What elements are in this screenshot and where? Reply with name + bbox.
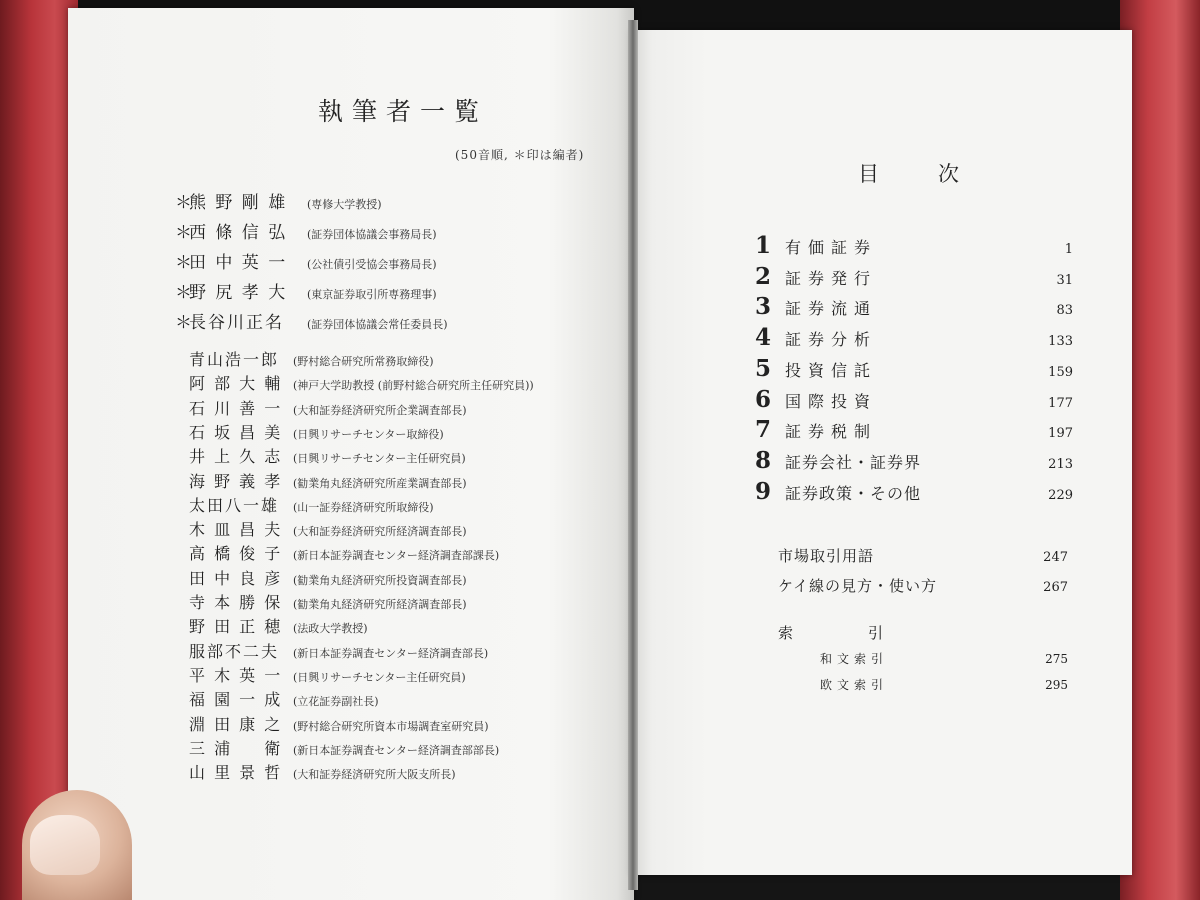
author-name: 野 田 正 穂 (189, 617, 283, 637)
author-row (175, 469, 467, 493)
chapter-number: 5 (755, 354, 772, 382)
index-item-row (820, 676, 1068, 693)
author-row (175, 760, 456, 784)
chapter-page: 1 (1064, 242, 1073, 257)
author-row (175, 396, 467, 420)
chapter-title: 証券政策・その他 (785, 483, 922, 503)
toc-chapter-row (755, 263, 1073, 291)
author-affiliation: (大和証券経済研究所経済調査部長) (293, 525, 467, 539)
author-affiliation: (神戸大学助教授 (前野村総合研究所主任研究員)) (293, 379, 534, 393)
toc-chapter-row (755, 416, 1073, 444)
book-cover-left-edge (0, 0, 78, 900)
chapter-title: 国際投資 (785, 391, 878, 411)
thumbnail-nail (30, 815, 100, 875)
author-name: 淵 田 康 之 (189, 714, 283, 734)
author-affiliation: (勧業角丸経済研究所産業調査部長) (293, 476, 467, 490)
authors-list-note: (50音順, ＊印は編者) (455, 148, 585, 162)
book-cover-right-edge (1120, 0, 1200, 900)
toc-extra-row (778, 545, 1068, 566)
author-row (175, 420, 444, 444)
author-affiliation: (新日本証券調査センター経済調査部部長) (293, 743, 500, 757)
index-item-page: 275 (1045, 652, 1068, 666)
chapter-title: 証券発行 (785, 268, 878, 288)
chapter-title: 投資信託 (785, 360, 878, 380)
authors-list-title: 執筆者一覧 (318, 97, 489, 126)
author-affiliation: (日興リサーチセンター取締役) (293, 427, 444, 441)
author-affiliation: (野村総合研究所常務取締役) (293, 355, 434, 368)
editor-star: ＊ (175, 283, 192, 303)
chapter-page: 229 (1048, 487, 1073, 503)
author-row (175, 493, 434, 517)
author-row (175, 590, 467, 614)
author-name: 木 皿 昌 夫 (189, 520, 283, 540)
editor-name: 熊 野 剛 雄 (189, 193, 288, 213)
author-name: 井 上 久 志 (189, 447, 283, 467)
toc-chapter-row (755, 447, 1073, 475)
author-name: 石 川 善 一 (189, 398, 283, 418)
extra-page: 267 (1043, 580, 1068, 595)
author-name: 青山浩一郎 (189, 350, 280, 369)
author-affiliation: (山一証券経済研究所取締役) (293, 500, 434, 514)
author-name: 寺 本 勝 保 (189, 593, 283, 612)
author-row (175, 541, 499, 565)
author-name: 高 橋 俊 子 (189, 544, 283, 564)
chapter-page: 133 (1048, 334, 1073, 350)
author-name: 田 中 良 彦 (189, 568, 283, 588)
author-row (175, 371, 534, 395)
extra-title: ケイ線の見方・使い方 (778, 577, 937, 595)
author-row (175, 614, 368, 638)
chapter-number: 1 (755, 232, 772, 259)
chapter-page: 31 (1056, 272, 1073, 288)
editor-affiliation: (東京証券取引所専務理事) (307, 288, 437, 301)
chapter-number: 3 (755, 293, 772, 321)
index-heading-second: 引 (868, 624, 884, 642)
chapter-title: 有価証券 (785, 238, 878, 257)
index-item-row (820, 650, 1068, 667)
author-name: 海 野 義 孝 (189, 471, 283, 491)
author-name: 山 里 景 哲 (189, 763, 283, 783)
author-row (175, 444, 466, 468)
toc-chapter-row (755, 386, 1073, 414)
editor-row (175, 308, 448, 332)
author-affiliation: (大和証券経済研究所企業調査部長) (293, 403, 467, 417)
author-row (175, 566, 467, 590)
editor-row (175, 278, 437, 302)
index-item-page: 295 (1045, 678, 1068, 692)
author-name: 石 坂 昌 美 (189, 422, 283, 442)
author-affiliation: (法政大学教授) (293, 622, 368, 636)
chapter-title: 証券流通 (785, 299, 878, 319)
author-affiliation: (新日本証券調査センター経済調査部長) (293, 646, 489, 660)
editor-name: 田 中 英 一 (189, 253, 288, 273)
editor-name: 野 尻 孝 大 (189, 283, 288, 303)
chapter-number: 9 (755, 477, 772, 505)
author-name: 阿 部 大 輔 (189, 374, 283, 394)
chapter-page: 83 (1056, 303, 1073, 319)
chapter-page: 159 (1048, 364, 1073, 380)
chapter-page: 177 (1048, 395, 1073, 411)
chapter-number: 2 (755, 262, 772, 290)
toc-chapter-row (755, 324, 1073, 352)
toc-chapter-row (755, 478, 1073, 506)
author-name: 三 浦 衛 (189, 738, 283, 758)
author-affiliation: (新日本証券調査センター経済調査部課長) (293, 549, 500, 563)
chapter-number: 7 (755, 416, 772, 444)
chapter-title: 証券分析 (785, 330, 878, 350)
editor-row (175, 188, 382, 212)
author-row (175, 347, 434, 371)
toc-title-first: 目 (858, 162, 881, 186)
chapter-title: 証券会社・証券界 (785, 452, 922, 472)
index-heading-first: 索 (778, 624, 794, 642)
editor-affiliation: (証券団体協議会常任委員長) (307, 318, 448, 331)
author-name: 服部不二夫 (189, 641, 280, 661)
editor-row (175, 248, 437, 272)
editor-star: ＊ (175, 253, 192, 273)
author-row (175, 736, 499, 760)
editor-star: ＊ (175, 223, 192, 243)
chapter-page: 213 (1048, 456, 1073, 472)
author-affiliation: (日興リサーチセンター主任研究員) (293, 452, 466, 466)
toc-chapter-row (755, 232, 1073, 260)
editor-name: 西 條 信 弘 (189, 223, 288, 243)
author-row (175, 517, 467, 541)
author-affiliation: (勧業角丸経済研究所投資調査部長) (293, 573, 467, 587)
chapter-number: 4 (755, 324, 772, 352)
author-row (175, 639, 488, 663)
editor-row (175, 218, 437, 242)
extra-title: 市場取引用語 (778, 547, 875, 565)
extra-page: 247 (1043, 550, 1068, 565)
editor-affiliation: (公社債引受協会事務局長) (307, 258, 437, 271)
chapter-page: 197 (1048, 426, 1073, 442)
toc-chapter-row (755, 355, 1073, 383)
author-affiliation: (立花証券副社長) (293, 695, 379, 709)
toc-extra-row (778, 575, 1068, 596)
author-row (175, 687, 379, 711)
author-affiliation: (大和証券経済研究所大阪支所長) (293, 768, 456, 782)
index-item-title: 和文索引 (820, 652, 889, 666)
chapter-number: 8 (755, 446, 772, 474)
author-affiliation: (野村総合研究所資本市場調査室研究員) (293, 719, 489, 733)
editor-name: 長谷川正名 (189, 313, 284, 333)
author-name: 太田八一雄 (189, 495, 280, 515)
toc-chapter-row (755, 293, 1073, 321)
author-name: 福 園 一 成 (189, 690, 283, 710)
author-name: 平 木 英 一 (189, 665, 283, 685)
editor-affiliation: (証券団体協議会事務局長) (307, 228, 437, 241)
index-item-title: 欧文索引 (820, 678, 889, 692)
toc-title-second: 次 (938, 162, 959, 186)
editor-affiliation: (専修大学教授) (307, 198, 382, 211)
editor-star: ＊ (175, 313, 192, 333)
book-gutter (628, 20, 638, 890)
author-row (175, 663, 466, 687)
chapter-number: 6 (755, 385, 772, 413)
chapter-title: 証券税制 (785, 422, 878, 442)
editor-star: ＊ (175, 193, 192, 213)
author-row (175, 712, 489, 736)
author-affiliation: (日興リサーチセンター主任研究員) (293, 670, 466, 684)
author-affiliation: (勧業角丸経済研究所経済調査部長) (293, 598, 467, 611)
